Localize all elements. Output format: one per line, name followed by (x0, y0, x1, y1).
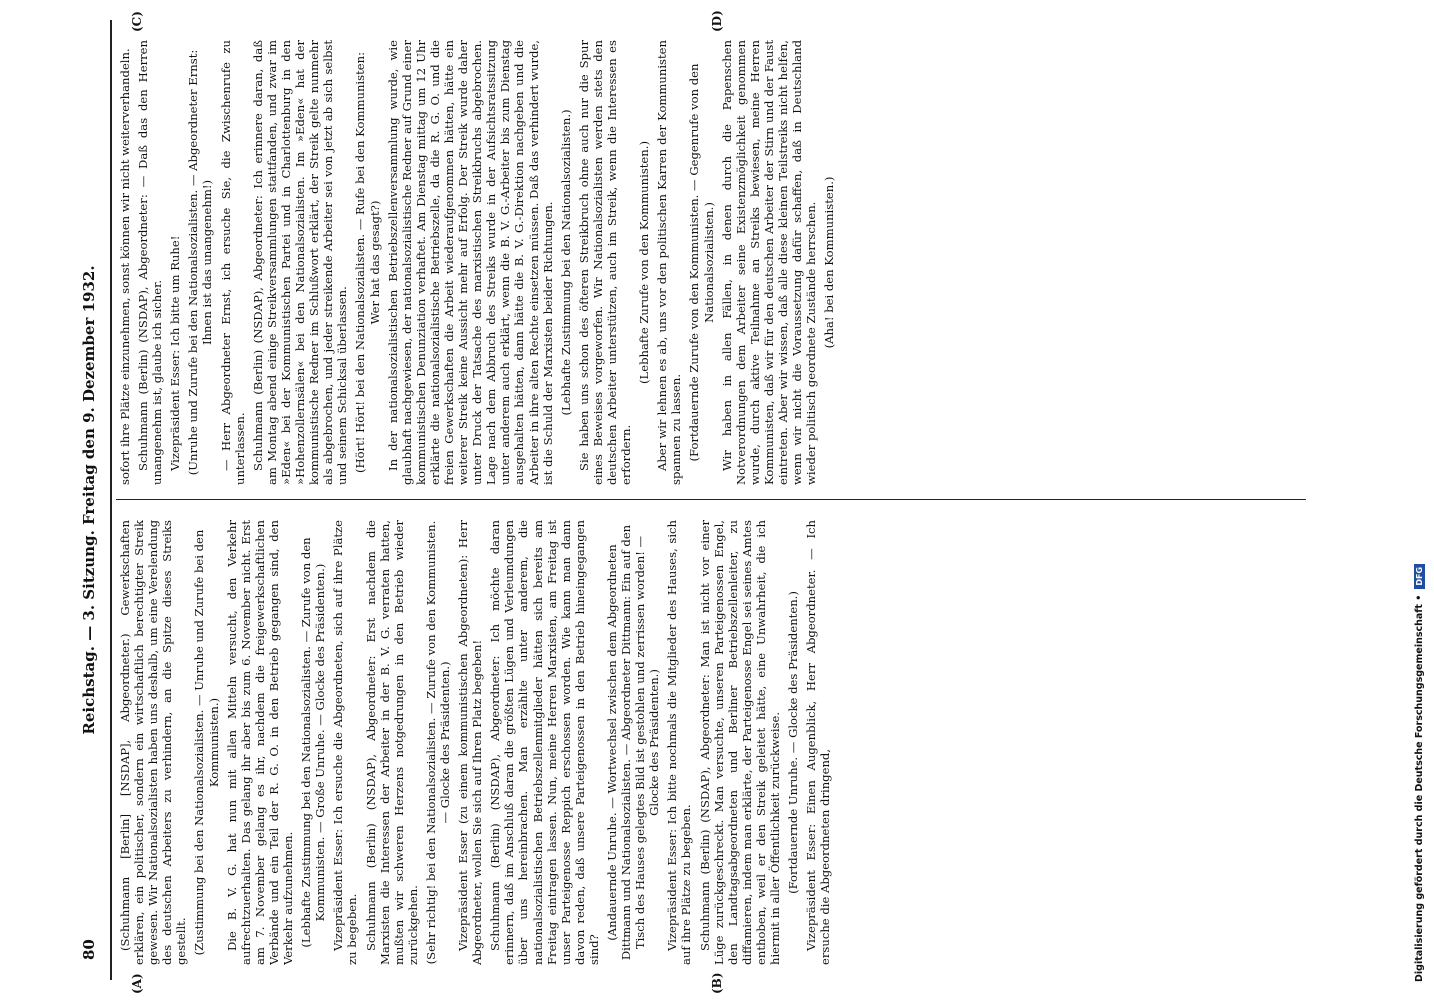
page-number: 80 (80, 939, 98, 960)
margin-mark-d: (D) (710, 10, 724, 32)
paragraph: Sie haben uns schon des öfteren Streikbruch ohne auch nur die Spur eines Beweises vorgeworfen. Wir Nationalsozialisten werden stets den deutschen Arbeiter unterstützen, auch im Streik, wenn die Interessen es erfordern. (576, 40, 634, 485)
digitization-strip (1405, 0, 1434, 1000)
left-column (118, 520, 1298, 965)
paragraph: Schuhmann (Berlin) (NSDAP), Abgeordneter: Man ist nicht vor einer Lüge zurückgeschreckt. Man versuchte, unseren Parteigenossen Engel, den Landtagsabgeordneten und Berliner Betriebszellenleiter, zu diffamieren, indem man erklärte, der Parteigenosse Engel sei seines Amtes enthoben, weil er den Streik geleitet hätte, eine Unwahrheit, die ich hiermit in aller Öffentlichkeit zurückweise. (697, 520, 783, 965)
interjection: (Lebhafte Zurufe von den Kommunisten.) (637, 141, 652, 384)
right-column (118, 40, 1298, 485)
paragraph: Schuhmann (Berlin) (NSDAP), Abgeordneter: Erst nachdem die Marxisten die Interessen der Arbeiter in der B. V. G. verraten hatten, mußten wir schweren Herzens notgedrungen in den Betrieb wieder zurückgehen. (363, 520, 420, 965)
page-header (78, 40, 106, 960)
paragraph: Die B. V. G. hat nun mit allen Mitteln versucht, den Verkehr aufrechtzuerhalten. Das gelang ihr aber bis zum 6. November nicht. Erst am 7. November gelang es ihr, nachdem die freigewerkschaftlichen Verbände und ein Teil der R. G. O. in den Betrieb gegangen sind, den Verkehr aufzunehmen. (224, 520, 296, 965)
page-title: Reichstag. — 3. Sitzung. Freitag den 9. Dezember 1932. (80, 265, 98, 735)
paragraph: Schuhmann (Berlin) (NSDAP), Abgeordneter: Ich erinnere daran, daß am Montag abend einige Streikversammlungen stattfanden, und zwar im »Eden« bei der Kommunistischen Partei und in Charlottenburg in den »Hohenzollernsälen« bei den Nationalsozialisten. Im »Eden« hat der kommunistische Redner im Schlußwort erklärt, der Streik gelte nunmehr als abgebrochen, und jeder streikende Arbeiter sei von jetzt ab sich selbst und seinem Schicksal überlassen. (250, 40, 350, 485)
interjection: (Unruhe und Zurufe bei den Nationalsozialisten. — Abgeordneter Ernst: Ihnen ist das unangenehm!) (186, 49, 215, 476)
paragraph: Aber wir lehnen es ab, uns vor den politischen Karren der Kommunisten spannen zu lassen. (655, 40, 684, 485)
column-divider (116, 499, 1306, 500)
paragraph: sofort ihre Plätze einzunehmen, sonst können wir nicht weiterverhandeln. (118, 48, 132, 485)
interjection: (Zustimmung bei den Nationalsozialisten. — Unruhe und Zurufe bei den Kommunisten.) (192, 529, 221, 956)
interjection: (Fortdauernde Unruhe. — Glocke des Präsidenten.) (786, 591, 801, 894)
paragraph: Wir haben in allen Fällen, in denen durch die Papenschen Notverordnungen dem Arbeiter seine Existenzmöglichkeit genommen wurde, durch aktive Teilnahme an Streiks bewiesen, meine Herren Kommunisten, daß wir für den deutschen Arbeiter der Stirn und der Faust eintreten. Aber wir wissen, daß alle diese kleinen Teilstreiks nicht helfen, wenn wir nicht die Voraussetzung dafür schaffen, daß in Deutschland wieder politisch geordnete Zustände herrschen. (719, 40, 819, 485)
interjection: (Aha! bei den Kommunisten.) (822, 176, 837, 349)
rotated-page (70, 0, 1330, 1000)
margin-mark-c: (C) (130, 11, 144, 32)
margin-mark-a: (A) (130, 973, 144, 994)
interjection: (Lebhafte Zustimmung bei den Nationalsozialisten.) (558, 109, 573, 416)
paragraph: Vizepräsident Esser: Ich ersuche die Abgeordneten, sich auf ihre Plätze zu begeben. (331, 520, 360, 965)
dfg-logo: DFG (1414, 564, 1425, 589)
interjection: (Sehr richtig! bei den Nationalsozialisten. — Zurufe von den Kommunisten. — Glocke des Präsidenten.) (423, 520, 452, 965)
paragraph: (Schuhmann [Berlin] [NSDAP], Abgeordneter.) Gewerkschaften erklären, ein politischer, sondern ein wirtschaftlich berechtigter Streik gewesen. Wir Nationalsozialisten haben uns deshalb, um eine Verelendung des deutschen Arbeiters zu verhindern, an die Spitze dieses Streiks gestellt. (118, 520, 189, 965)
interjection: (Andauernde Unruhe. — Wortwechsel zwischen dem Abgeordneten Dittmann und Nationalsozialisten. — Abgeordneter Dittmann: Ein auf den Tisch des Hauses gelegtes Bild ist gestohlen und zerrissen worden! — Glocke des Präsidenten.) (605, 524, 662, 961)
paragraph: Schuhmann (Berlin) (NSDAP), Abgeordneter: Ich möchte daran erinnern, daß im Anschluß daran die größten Lügen und Verleumdungen über uns hereinbrachen. Man erzählte unter anderem, die nationalsozialistischen Betriebszellenmitglieder hätten sich bereits am Freitag eintragen lassen. Nun, meine Herren Marxisten, am Freitag ist unser Parteigenosse Reppich erschossen worden. Wie kann man dann davon reden, daß unsere Parteigenossen in den Betrieb hineingegangen sind? (488, 520, 601, 965)
interjection: (Fortdauernde Zurufe von den Kommunisten. — Gegenrufe von den Nationalsozialisten.) (687, 63, 716, 462)
scanned-page-area (70, 0, 1330, 1000)
header-rule (110, 20, 112, 980)
interjection: (Lebhafte Zustimmung bei den Nationalsozialisten. — Zurufe von den Kommunisten. — Große Unruhe. — Glocke des Präsidenten.) (299, 537, 328, 948)
paragraph: In der nationalsozialistischen Betriebszellenversammlung wurde, wie glaubhaft nachgewiesen, der nationalsozialistische Redner auf Grund einer kommunistischen Denunziation verhaftet. Am Dienstag mittag um 12 Uhr erklärte die nationalsozialistische Betriebszelle, da die R. G. O. und die freien Gewerkschaften die Arbeit wiederaufgenommen hätten, hätte ein weiterer Streik keine Aussicht mehr auf Erfolg. Der Streik wurde daher unter Druck der Tatsache des marxistischen Streikbruchs abgebrochen. Lage nach dem Abbruch des Streiks wurde in der Aufsichtsratssitzung unter anderem auch erklärt, wenn die B. V. G.-Arbeiter bis zum Dienstag ausgehalten hätten, dann hätte die B. V. G.-Direktion nachgeben und die Arbeiter in ihre alten Rechte einsetzen müssen. Daß das verhindert wurde, ist die Schuld der Marxisten beider Richtungen. (385, 40, 555, 485)
paragraph: — Herr Abgeordneter Ernst, ich ersuche Sie, die Zwischenrufe zu unterlassen. (218, 40, 247, 485)
paragraph: Vizepräsident Esser: Ich bitte nochmals die Mitglieder des Hauses, sich auf ihre Plätze zu begeben. (665, 520, 694, 965)
interjection: (Hört! Hört! bei den Nationalsozialisten. — Rufe bei den Kommunisten: Wer hat das gesagt?) (353, 52, 382, 474)
paragraph: Schuhmann (Berlin) (NSDAP), Abgeordneter: — Daß das den Herren unangenehm ist, glaube ich sicher. (136, 40, 165, 485)
margin-mark-b: (B) (710, 972, 724, 994)
paragraph: Vizepräsident Esser (zu einem kommunistischen Abgeordneten): Herr Abgeordneter, wollen Sie sich auf Ihren Platz begeben! (456, 520, 485, 965)
funding-note: Digitalisierung gefördert durch die Deutsche Forschungsgemeinschaft • (1414, 594, 1425, 982)
paragraph: Vizepräsident Esser: Ich bitte um Ruhe! (168, 235, 183, 471)
paragraph: Vizepräsident Esser: Einen Augenblick, Herr Abgeordneter. — Ich ersuche die Abgeordneten dringend, (804, 520, 833, 965)
